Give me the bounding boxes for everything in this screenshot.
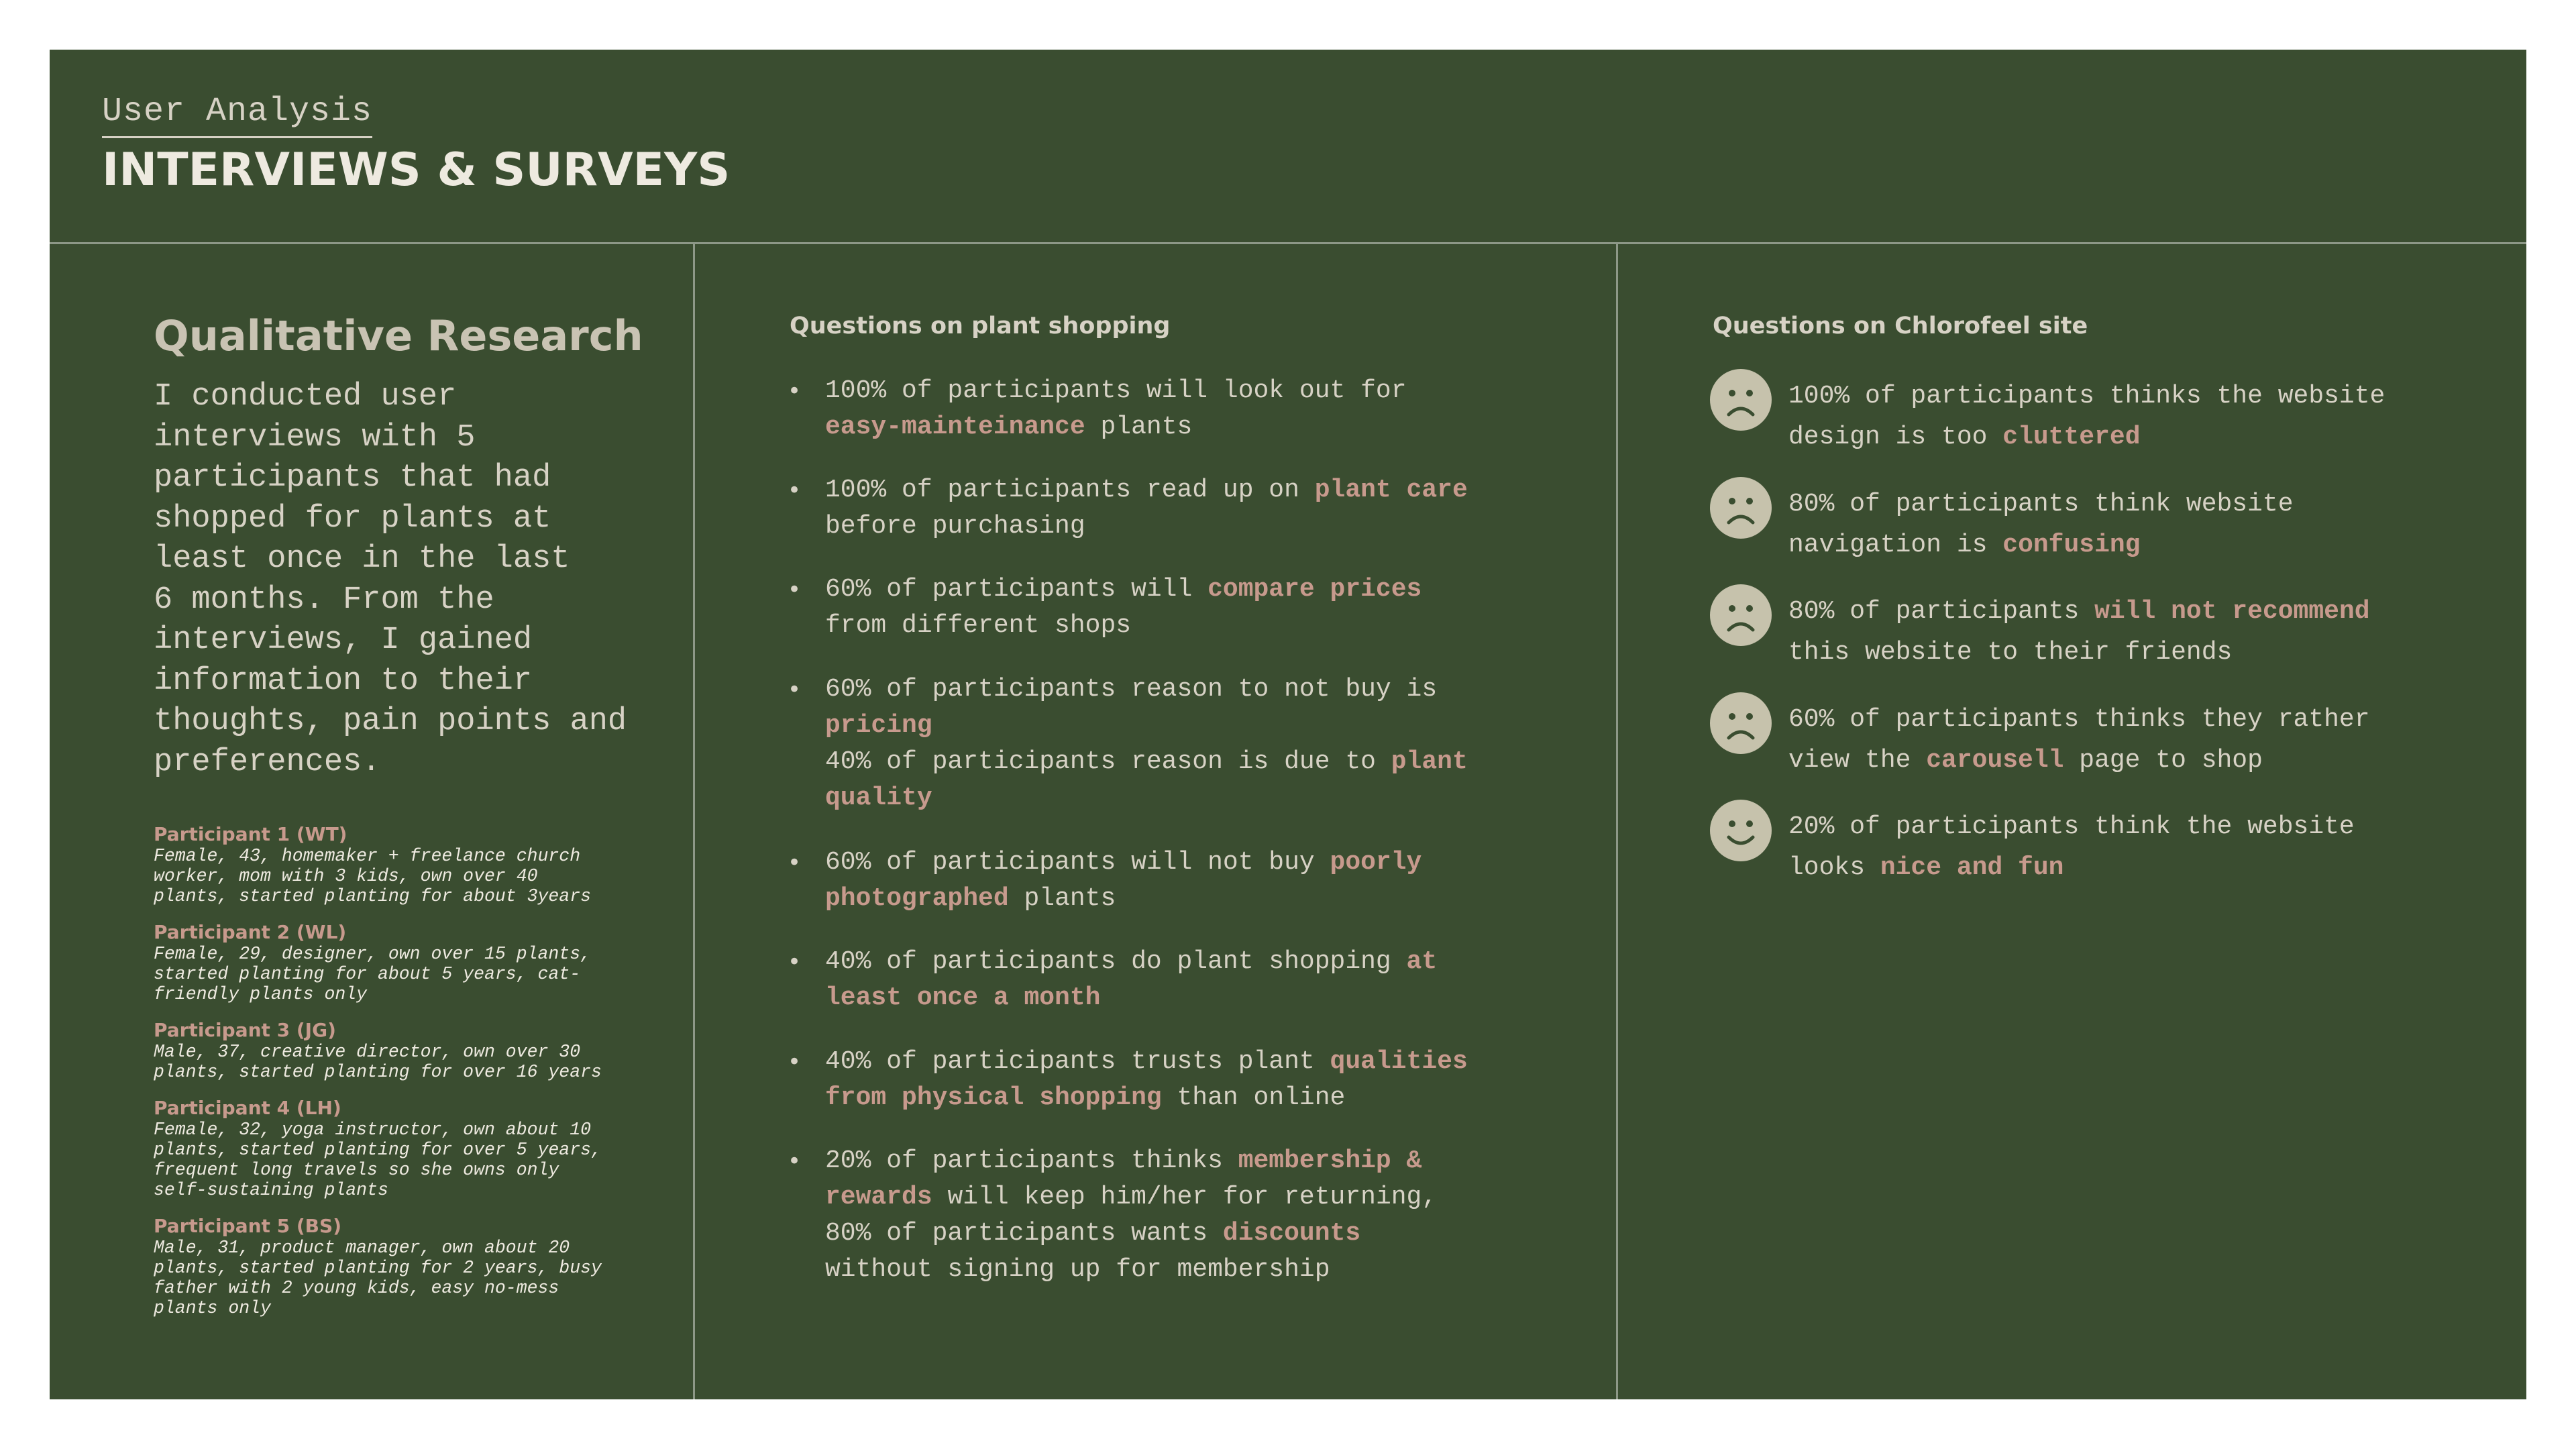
participant-description: Male, 31, product manager, own about 20 plants, started planting for 2 years, busy father with 2 young kids, easy no-mess plants only — [154, 1238, 602, 1318]
finding-text — [1788, 699, 2473, 781]
bullet-icon: • — [788, 1148, 802, 1175]
highlight-text: compare prices — [1208, 575, 1422, 604]
participant-name: Participant 1 (WT) — [154, 823, 347, 845]
body-text: than online — [1161, 1083, 1346, 1112]
highlight-text: cluttered — [2002, 423, 2141, 451]
happy-face-icon — [1710, 800, 1772, 861]
bullet-icon: • — [788, 477, 802, 504]
highlight-text: easy-mainteinance — [825, 413, 1085, 441]
participant-card — [154, 1097, 677, 1200]
participant-name: Participant 4 (LH) — [154, 1097, 341, 1119]
finding-text — [825, 845, 1617, 917]
body-text: will keep him/her for returning, 80% of participants wants — [825, 1183, 1438, 1248]
bullet-icon: • — [788, 576, 802, 603]
finding-text — [1788, 376, 2473, 458]
highlight-text: will not recommend — [2094, 597, 2370, 626]
highlight-text: at least once a month — [825, 947, 1438, 1012]
finding-text — [1788, 484, 2473, 566]
participant-description: Female, 29, designer, own over 15 plants, started planting for about 5 years, cat- friendly plants only — [154, 944, 592, 1004]
highlight-text: plant quality — [825, 747, 1468, 812]
sad-face-icon — [1710, 369, 1772, 431]
body-text: before purchasing — [825, 512, 1085, 541]
bullet-icon: • — [788, 849, 802, 876]
body-text: plants — [1008, 884, 1116, 913]
body-text: this website to their friends — [1788, 638, 2233, 667]
bullet-icon: • — [788, 949, 802, 975]
body-text: 20% of participants thinks — [825, 1146, 1238, 1175]
plant-shopping-heading: Questions on plant shopping — [790, 313, 1171, 339]
highlight-text: membership & rewards — [825, 1146, 1422, 1212]
participant-list — [154, 823, 677, 1333]
highlight-text: nice and fun — [1880, 853, 2064, 882]
site-heading: Questions on Chlorofeel site — [1713, 313, 2088, 339]
body-text: without signing up for membership — [825, 1255, 1330, 1284]
participant-name: Participant 5 (BS) — [154, 1215, 341, 1237]
slide-panel — [50, 50, 2526, 1399]
section-subtitle: User Analysis — [102, 93, 372, 138]
body-text: 40% of participants trusts plant — [825, 1047, 1330, 1076]
finding-text — [825, 472, 1617, 545]
highlight-text: pricing — [825, 711, 932, 740]
highlight-text: plant care — [1314, 476, 1468, 504]
finding-text — [825, 373, 1617, 445]
body-text: 40% of participants reason is due to — [825, 747, 1376, 776]
body-text: 60% of participants reason to not buy is — [825, 675, 1438, 704]
column-divider-1 — [693, 243, 695, 1399]
highlight-text: poorly photographed — [825, 848, 1422, 913]
participant-card — [154, 823, 677, 906]
finding-text — [825, 672, 1617, 816]
finding-text — [825, 1143, 1617, 1288]
finding-text — [1788, 806, 2473, 888]
participant-card — [154, 1019, 677, 1082]
participant-description: Male, 37, creative director, own over 30 plants, started planting for over 16 years — [154, 1042, 602, 1082]
finding-text — [825, 572, 1617, 644]
bullet-icon: • — [788, 378, 802, 405]
highlight-text: discounts — [1222, 1219, 1361, 1248]
highlight-text: carousell — [1926, 746, 2064, 775]
participant-card — [154, 1215, 677, 1318]
body-text: 80% of participants — [1788, 597, 2095, 626]
header-divider — [50, 242, 2526, 244]
qualitative-title: Qualitative Research — [154, 311, 643, 360]
body-text: from different shops — [825, 611, 1132, 640]
body-text: 100% of participants will look out for — [825, 376, 1407, 405]
finding-text — [1788, 591, 2473, 673]
participant-name: Participant 2 (WL) — [154, 921, 347, 943]
qualitative-body: I conducted user interviews with 5 participants that had shopped for plants at least once in the last 6 months. From the interviews, I gained information to their thoughts, pain points and preferences. — [154, 379, 627, 780]
body-text: 80% of participants think website navigation is — [1788, 490, 2294, 559]
finding-text — [825, 1044, 1617, 1116]
bullet-icon: • — [788, 676, 802, 703]
body-text: page to shop — [2063, 746, 2263, 775]
body-text: 60% of participants will not buy — [825, 848, 1330, 877]
body-text: 100% of participants read up on — [825, 476, 1315, 504]
body-text: plants — [1085, 413, 1193, 441]
sad-face-icon — [1710, 692, 1772, 754]
body-text: 100% of participants thinks the website design is too — [1788, 382, 2385, 451]
body-text: 60% of participants thinks they rather view the — [1788, 705, 2370, 775]
participant-name: Participant 3 (JG) — [154, 1019, 336, 1041]
sad-face-icon — [1710, 477, 1772, 539]
highlight-text: qualities from physical shopping — [825, 1047, 1468, 1112]
sad-face-icon — [1710, 584, 1772, 646]
body-text: 60% of participants will — [825, 575, 1208, 604]
highlight-text: confusing — [2002, 531, 2141, 559]
body-text: 40% of participants do plant shopping — [825, 947, 1407, 976]
body-text: 20% of participants think the website looks — [1788, 812, 2355, 882]
participant-card — [154, 921, 677, 1004]
bullet-icon: • — [788, 1049, 802, 1075]
participant-description: Female, 43, homemaker + freelance church worker, mom with 3 kids, own over 40 plants, started planting for about 3years — [154, 846, 592, 906]
finding-text — [825, 944, 1617, 1016]
page-title: INTERVIEWS & SURVEYS — [102, 144, 731, 197]
participant-description: Female, 32, yoga instructor, own about 10 plants, started planting for over 5 years, frequent long travels so she owns only self-sustaining plants — [154, 1120, 602, 1200]
